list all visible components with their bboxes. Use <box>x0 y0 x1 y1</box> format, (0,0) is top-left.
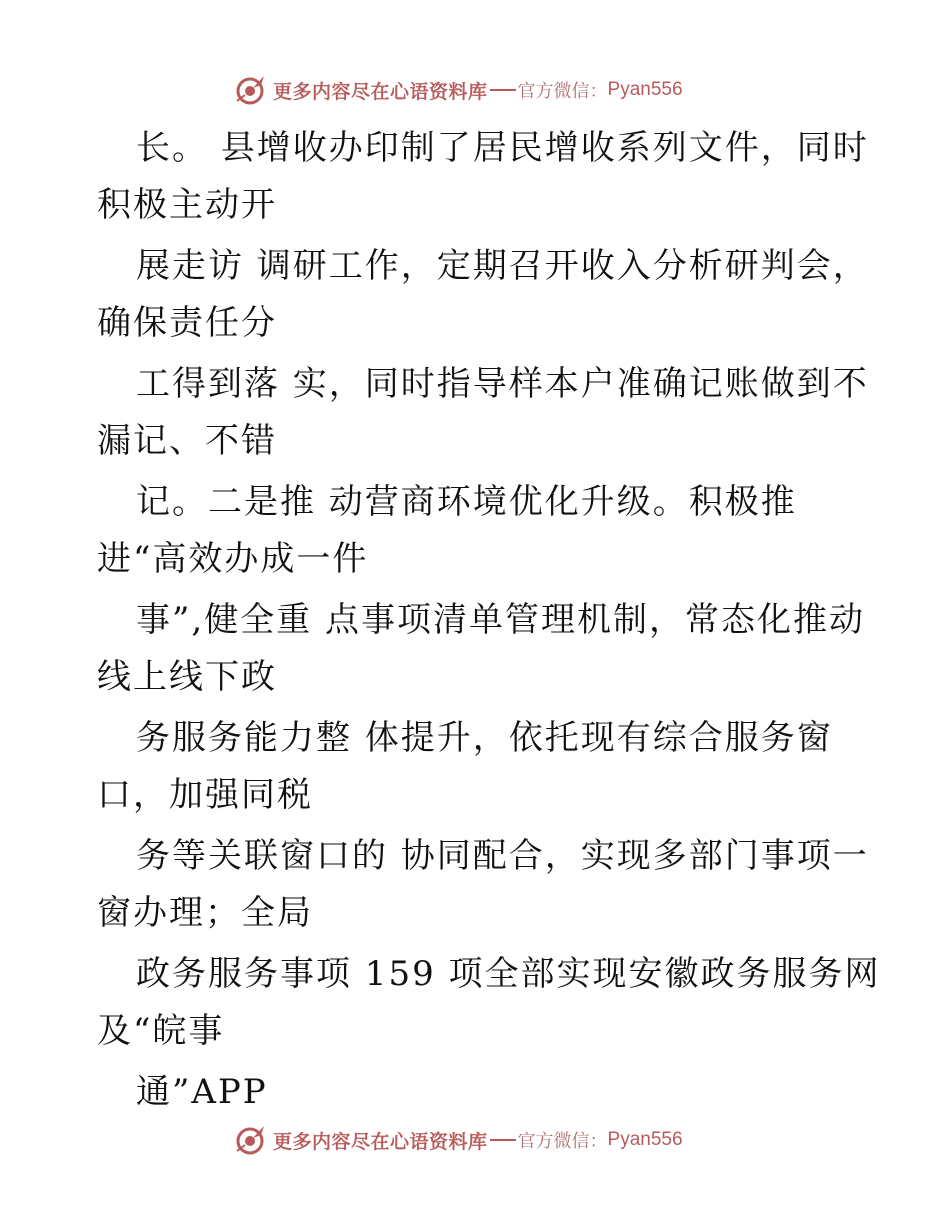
quill-seal-icon <box>233 1123 267 1157</box>
header-watermark <box>233 72 683 108</box>
text-line: 及“皖事 <box>97 1011 225 1051</box>
watermark-wechat-label: 官方微信： <box>517 81 608 102</box>
watermark-text: 更多内容尽在心语资料库 <box>273 1130 488 1153</box>
watermark-dash <box>490 89 516 91</box>
text-line: 积极主动开 <box>97 185 277 225</box>
text-line: 确保责任分 <box>97 303 277 343</box>
text-line: 事”,健全重 点事项清单管理机制，常态化推动 <box>136 600 865 640</box>
text-line: 工得到落 实，同时指导样本户准确记账做到不 <box>136 364 869 404</box>
quill-seal-icon <box>233 73 267 107</box>
watermark-wechat-id: Pyan556 <box>607 1129 683 1150</box>
text-line: 长。 县增收办印制了居民增收系列文件，同时 <box>136 128 869 168</box>
text-line: 展走访 调研工作，定期召开收入分析研判会， <box>136 246 869 286</box>
watermark-wechat-id: Pyan556 <box>607 79 683 100</box>
text-line: 线上线下政 <box>97 657 277 697</box>
text-line: 务等关联窗口的 协同配合，实现多部门事项一 <box>136 836 869 876</box>
text-line: 记。二是推 动营商环境优化升级。积极推 <box>136 482 797 522</box>
text-line: 窗办理；全局 <box>97 893 313 933</box>
text-line: 政务服务事项 159 项全部实现安徽政务服务网 <box>136 954 881 994</box>
footer-watermark <box>233 1122 683 1158</box>
watermark-dash <box>490 1139 516 1141</box>
text-line: 务服务能力整 体提升，依托现有综合服务窗 <box>136 718 833 758</box>
text-line: 进“高效办成一件 <box>97 539 369 579</box>
watermark-text: 更多内容尽在心语资料库 <box>273 80 488 103</box>
watermark-wechat-label: 官方微信： <box>517 1131 608 1152</box>
text-line: 口，加强同税 <box>97 775 313 815</box>
text-line: 漏记、不错 <box>97 421 277 461</box>
text-line: 通”APP <box>136 1072 268 1112</box>
